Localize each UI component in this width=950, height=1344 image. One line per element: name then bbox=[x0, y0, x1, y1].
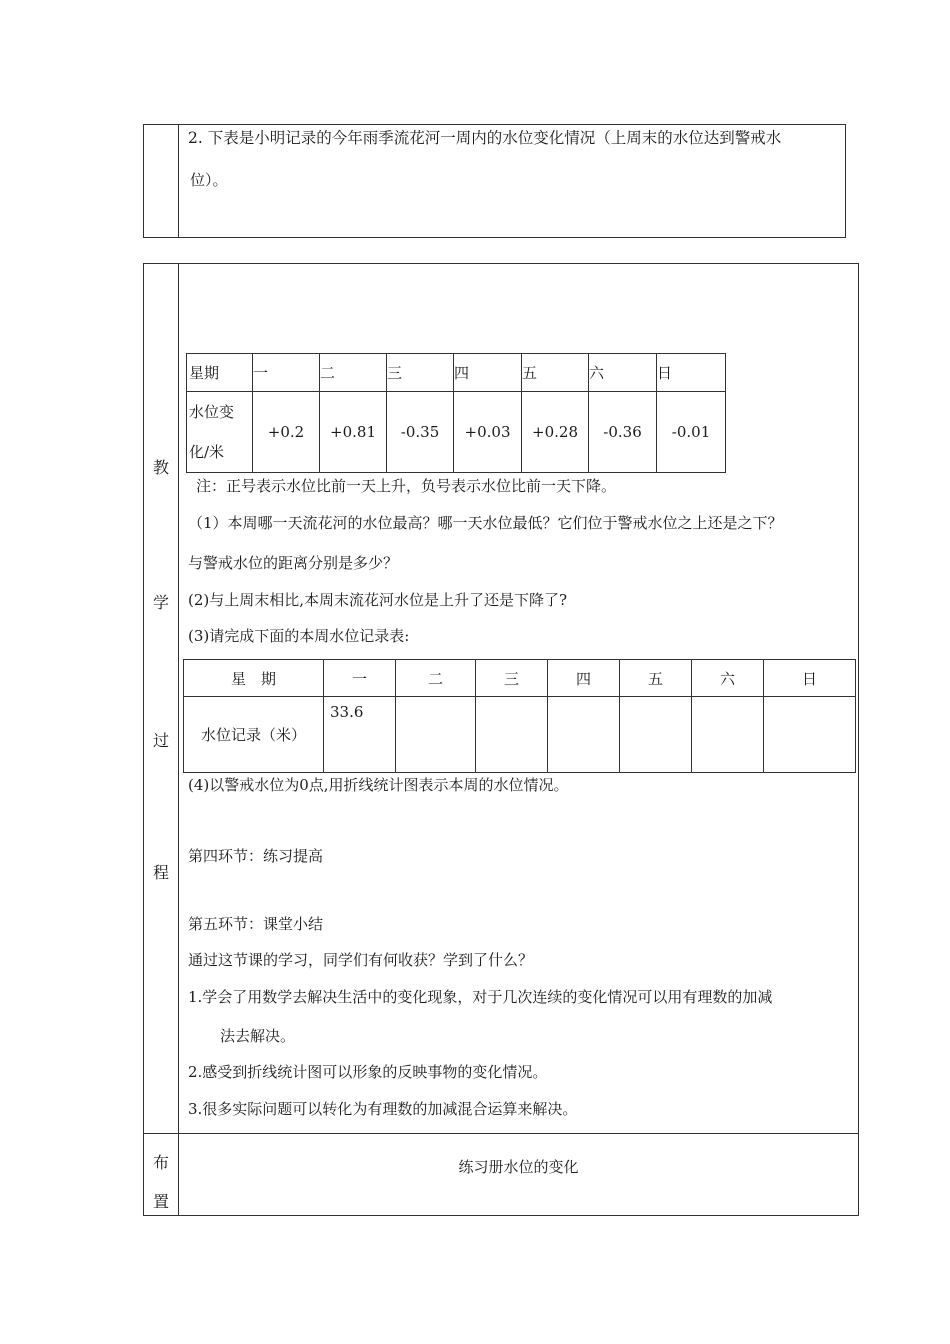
question-box-divider bbox=[178, 124, 179, 238]
water-change-table bbox=[186, 353, 726, 473]
section4-heading: 第四环节：练习提高 bbox=[188, 847, 324, 865]
change-table-day: 六 bbox=[589, 354, 657, 392]
record-table-value bbox=[620, 697, 692, 773]
change-table-day: 三 bbox=[387, 354, 454, 392]
summary-question: 通过这节课的学习，同学们有何收获？学到了什么？ bbox=[188, 951, 534, 969]
record-table-day: 日 bbox=[764, 660, 856, 697]
question2-line2: 位）。 bbox=[190, 171, 228, 189]
assignment-text: 练习册水位的变化 bbox=[458, 1158, 579, 1176]
summary-item1-line2: 法去解决。 bbox=[220, 1027, 296, 1045]
question1-line1: （1）本周哪一天流花河的水位最高？哪一天水位最低？它们位于警戒水位之上还是之下？ bbox=[188, 514, 783, 532]
record-table-value: 33.6 bbox=[324, 697, 396, 773]
question2-line1: 2. 下表是小明记录的今年雨季流花河一周内的水位变化情况（上周末的水位达到警戒水 bbox=[188, 129, 782, 147]
summary-item1-line1: 1.学会了用数学去解决生活中的变化现象，对于几次连续的变化情况可以用有理数的加减 bbox=[188, 988, 773, 1006]
change-table-value: +0.81 bbox=[320, 392, 387, 473]
change-table-value: -0.01 bbox=[657, 392, 726, 473]
question4-sub: (4)以警戒水位为0点,用折线统计图表示本周的水位情况。 bbox=[188, 776, 569, 794]
record-table-row-label: 水位记录（米） bbox=[184, 697, 324, 773]
assignment-separator bbox=[143, 1133, 859, 1134]
change-table-row-label-line1: 水位变 bbox=[189, 403, 235, 421]
summary-item2: 2.感受到折线统计图可以形象的反映事物的变化情况。 bbox=[188, 1063, 548, 1081]
change-table-header-label: 星期 bbox=[187, 354, 253, 392]
record-table-value bbox=[764, 697, 856, 773]
change-table-value: +0.2 bbox=[253, 392, 320, 473]
water-record-table bbox=[183, 659, 856, 773]
side-label-guo: 过 bbox=[152, 731, 169, 750]
table-note: 注：正号表示水位比前一天上升，负号表示水位比前一天下降。 bbox=[196, 477, 617, 495]
record-table-day: 五 bbox=[620, 660, 692, 697]
change-table-day: 二 bbox=[320, 354, 387, 392]
record-table-value bbox=[476, 697, 548, 773]
change-table-day: 五 bbox=[522, 354, 589, 392]
change-table-row-label-line2: 化/米 bbox=[189, 443, 225, 461]
side-label-xue: 学 bbox=[152, 593, 169, 612]
question2-sub: (2)与上周末相比,本周末流花河水位是上升了还是下降了? bbox=[188, 591, 568, 609]
record-table-header-label: 星 期 bbox=[184, 660, 324, 697]
change-table-row-label bbox=[187, 392, 253, 473]
record-table-day: 六 bbox=[692, 660, 764, 697]
record-table-value bbox=[396, 697, 476, 773]
teaching-process-divider bbox=[178, 263, 179, 1216]
summary-item3: 3.很多实际问题可以转化为有理数的加减混合运算来解决。 bbox=[188, 1100, 578, 1118]
record-table-value bbox=[692, 697, 764, 773]
change-table-value: +0.03 bbox=[454, 392, 522, 473]
side-label-cheng: 程 bbox=[152, 863, 169, 882]
change-table-day: 一 bbox=[253, 354, 320, 392]
change-table-day: 四 bbox=[454, 354, 522, 392]
question1-line2: 与警戒水位的距离分别是多少？ bbox=[188, 554, 399, 572]
record-table-day: 一 bbox=[324, 660, 396, 697]
side-label-jiao: 教 bbox=[152, 458, 169, 477]
section5-heading: 第五环节：课堂小结 bbox=[188, 915, 324, 933]
side-label-bu: 布 bbox=[152, 1153, 169, 1172]
change-table-value: -0.36 bbox=[589, 392, 657, 473]
change-table-value: +0.28 bbox=[522, 392, 589, 473]
record-table-day: 二 bbox=[396, 660, 476, 697]
record-table-day: 四 bbox=[548, 660, 620, 697]
record-table-day: 三 bbox=[476, 660, 548, 697]
change-table-value: -0.35 bbox=[387, 392, 454, 473]
question3-sub: (3)请完成下面的本周水位记录表: bbox=[188, 627, 410, 645]
side-label-zhi: 置 bbox=[152, 1192, 169, 1211]
change-table-day: 日 bbox=[657, 354, 726, 392]
record-table-value bbox=[548, 697, 620, 773]
